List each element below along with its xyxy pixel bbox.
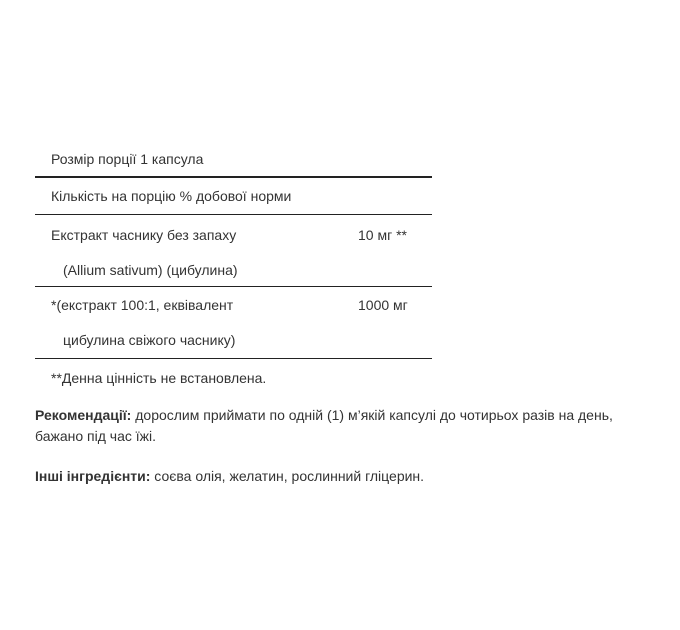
recommendations-paragraph [35, 405, 660, 447]
other-ingredients-paragraph [35, 466, 660, 487]
ingredient-name: *(екстракт 100:1, еквівалент [51, 297, 234, 313]
recommendations-text: дорослим приймати по одній (1) м’якій капсулі до чотирьох разів на день, бажано під час їжі. [35, 407, 613, 444]
amount-per-serving-header-row [35, 178, 432, 215]
ingredient-name: Екстракт часнику без запаху [51, 227, 237, 243]
amount-per-serving-header: Кількість на порцію % добової норми [51, 188, 292, 204]
other-ingredients-label: Інші інгредієнти: [35, 468, 151, 484]
supplement-facts-table [35, 143, 432, 359]
ingredient-amount: 1000 мг [358, 297, 408, 313]
recommendations-label: Рекомендації: [35, 407, 132, 423]
other-ingredients-text: соєва олія, желатин, рослинний гліцерин. [150, 468, 425, 484]
daily-value-footnote: **Денна цінність не встановлена. [51, 370, 267, 386]
ingredient-row [35, 287, 432, 359]
serving-size-text: Розмір порції 1 капсула [51, 151, 204, 167]
ingredient-note: цибулина свіжого часнику) [63, 332, 236, 348]
ingredient-latin-name: (Allium sativum) (цибулина) [63, 262, 238, 278]
ingredient-row [35, 215, 432, 287]
ingredient-amount: 10 мг ** [358, 227, 407, 243]
serving-size-row [35, 143, 432, 178]
